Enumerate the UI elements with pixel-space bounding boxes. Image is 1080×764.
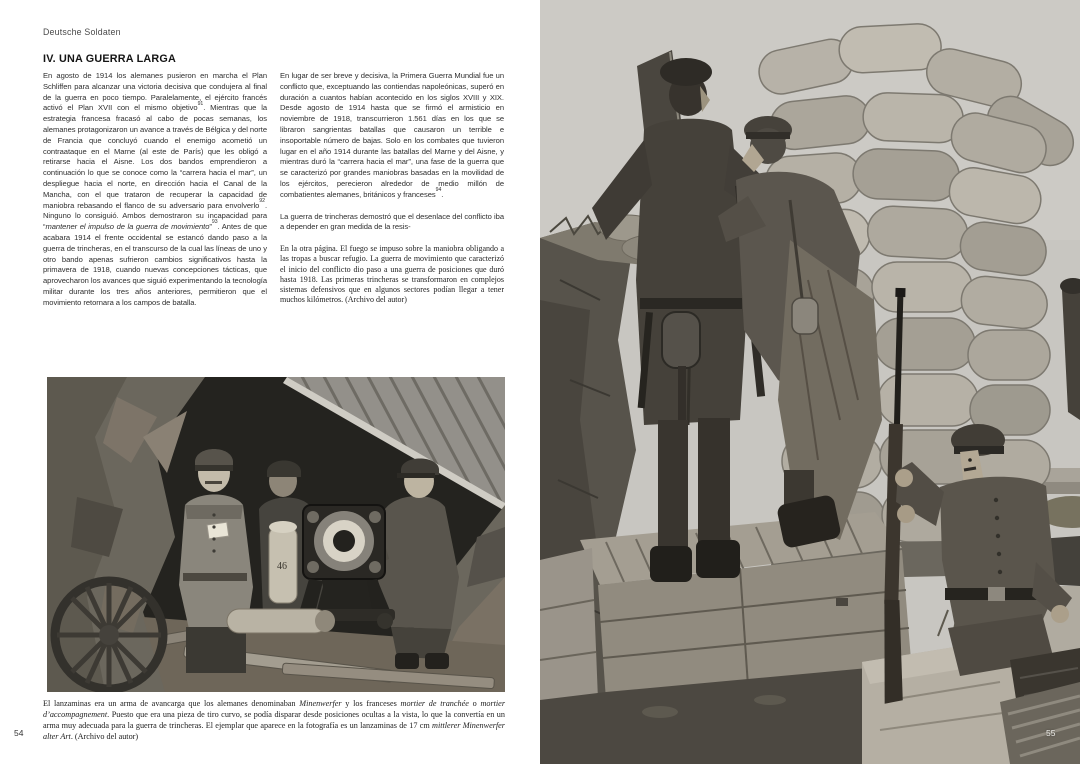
body-paragraph-1: En agosto de 1914 los alemanes pusieron en marcha el Plan Schliffen para alcanzar una victoria decisiva que condujera al final de la guerra en poco tiempo. Paralelamente, el ejército francés activó el Plan XVII con el mismo objetivo$^{91}$. Mientras que la estrategia francesa fracasó al cabo de pocas semanas, los alemanes protagonizaron un avance a través de Bélgica y del norte de Francia que concluyó cuando el enemigo acometió un contraataque en el Marne (al este de París) que les obligó a retirarse hacia el Aisne. Los dos bandos emprendieron a continuación lo que se conoce como la “carrera hacia el mar”, un despliegue hacia el norte, en dirección hacia el Canal de la Mancha, con el que trataron de recuperar la capacidad de maniobra rebasando el flanco de su adversario para envolverlo$^{92}$. Ninguno lo consiguió. Ambos demostraron su incapacidad para “mantener el impulso de la guerra de movimiento”$^{93}$. Antes de que acabara 1914 el frente occidental se estancó dando paso a la guerra de trincheras, en el transcurso de la cual las líneas de uno y otro bando apenas sufrieron cambios significativos hasta la primavera de 1918, cuando nuevas concepciones tácticas, que aprovecharon los avances que siguió experimentando la tecnología militar durante los tres años anteriores, permitieron que el movimiento retornara a los campos de batalla. [43, 71, 267, 307]
photo-trench-sandbags [540, 0, 1080, 764]
photo-minenwerfer-dugout [47, 377, 505, 692]
text-columns [43, 71, 505, 320]
chapter-title: IV. UNA GUERRA LARGA [43, 53, 176, 65]
photo-minenwerfer-illustration [47, 377, 505, 692]
page-number-right: 55 [1046, 728, 1056, 738]
shell-marking: 46 [277, 561, 287, 572]
running-head: Deutsche Soldaten [43, 27, 121, 37]
text-column-2 [280, 71, 504, 320]
page-right [540, 0, 1080, 764]
body-paragraph-2: En lugar de ser breve y decisiva, la Primera Guerra Mundial fue un conflicto que, exceptuando las contiendas napoleónicas, superó en duración a cuantos habían acontecido en los siglos XVIII y XIX. Desde agosto de 1914 hasta que se firmó el armisticio en noviembre de 1918, transcurrieron 1.561 días en los que se libraron sangrientas batallas que causaron un terrible e insoportable número de bajas. Solo en los combates que tuvieron lugar en el año 1914 durante las batallas del Marne y del Aisne, y mientras duró la “carrera hacia el mar”, una fase de la guerra que se caracterizó por grandes maniobras basadas en la movilidad de los ejércitos, perecieron alrededor de medio millón de combatientes alemanes, británicos y franceses$^{94}$. [280, 71, 504, 199]
body-paragraph-3: La guerra de trincheras demostró que el desenlace del conflicto iba a depender en gran medida de la resis- [280, 211, 504, 232]
text-column-1 [43, 71, 267, 320]
opposite-page-caption: En la otra página. El fuego se impuso sobre la maniobra obligando a las tropas a buscar refugio. La guerra de movimiento que caracterizó el inicio del conflicto dio paso a una guerra de posiciones que duró hasta 1918. Las primeras trincheras se transformaron en complejos sistemas defensivos que en algunos sectores podían llegar a tener muchos kilómetros. (Archivo del autor) [280, 244, 504, 305]
wagon-wheel [55, 581, 163, 689]
photo-caption: El lanzaminas era un arma de avancarga que los alemanes denominaban Minenwerfer y los franceses mortier de tranchée o mortier d’accompagnement. Puesto que era una pieza de tiro curvo, se podía disparar desde posiciones ocultas a la vista, lo que la convertía en un arma muy adecuada para la guerra de trincheras. El ejemplar que aparece en la fotografía es un lanzaminas de 17 cm mittlerer Minenwerfer alter Art. (Archivo del autor) [43, 699, 505, 741]
page-number-left: 54 [14, 728, 24, 738]
